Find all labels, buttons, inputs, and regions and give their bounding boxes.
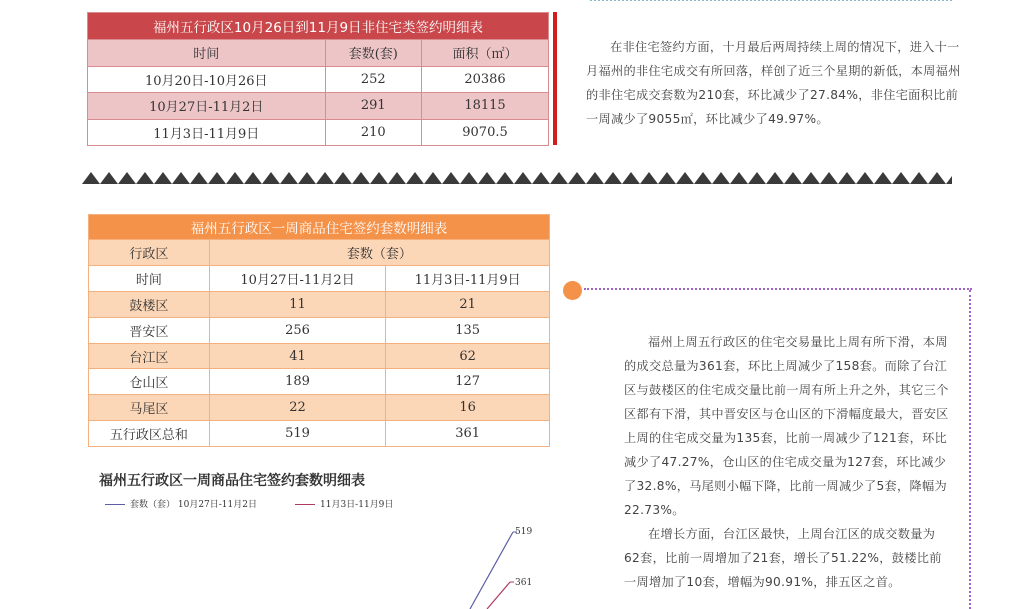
table-row [88, 66, 549, 93]
residential-paragraph-2: 在增长方面，台江区最快，上周台江区的成交数量为62套，比前一周增加了21套，增长了51.22%，鼓楼比前一周增加了10套，增幅为90.91%，排五区之首。 [624, 527, 942, 589]
triangle-mark [820, 172, 838, 184]
triangle-mark [226, 172, 244, 184]
triangle-mark [388, 172, 406, 184]
table-row [89, 343, 550, 369]
table2-title: 福州五行政区一周商品住宅签约套数明细表 [89, 215, 550, 240]
table-cell: 135 [386, 317, 550, 343]
residential-signing-table [88, 214, 550, 447]
table-cell: 189 [209, 369, 385, 395]
table2-header-period-1: 10月27日-11月2日 [209, 265, 385, 291]
triangle-mark [640, 172, 658, 184]
triangle-mark [334, 172, 352, 184]
table1-header-area: 面积（㎡） [422, 40, 549, 67]
table-cell: 519 [209, 421, 385, 447]
triangle-mark [730, 172, 748, 184]
triangle-mark [172, 172, 190, 184]
triangle-divider [82, 172, 952, 185]
table2-header-time: 时间 [89, 265, 210, 291]
triangle-mark [514, 172, 532, 184]
table-cell: 10月27日-11月2日 [88, 93, 326, 120]
legend-label: 11月3日-11月9日 [320, 500, 394, 510]
table1-header-time: 时间 [88, 40, 326, 67]
table2-header-period-2: 11月3日-11月9日 [386, 265, 550, 291]
legend-label: 套数（套） 10月27日-11月2日 [130, 500, 257, 510]
triangle-mark [856, 172, 874, 184]
triangle-mark [118, 172, 136, 184]
table-cell: 马尾区 [89, 395, 210, 421]
triangle-mark [676, 172, 694, 184]
red-accent-bar [553, 12, 557, 145]
triangle-mark [298, 172, 316, 184]
residential-paragraph-1: 福州上周五行政区的住宅交易量比上周有所下滑，本周的成交总量为361套，环比上周减少了158套。而除了台江区与鼓楼区的住宅成交量比前一周有所上升之外，其它三个区都有下滑，其中晋安区与仓山区的下滑幅度最大，晋安区上周的住宅成交量为135套，比前一周减少了121套，环比减少了47.27%，仓山区的住宅成交量为127套，环比减少了32.8%，马尾则小幅下降，比前一周减少了5套，降幅为22.73%。 [624, 335, 949, 517]
table1-title: 福州五行政区10月26日到11月9日非住宅类签约明细表 [88, 13, 549, 40]
triangle-mark [604, 172, 622, 184]
triangle-mark [802, 172, 820, 184]
table-cell: 252 [325, 66, 421, 93]
triangle-mark [586, 172, 604, 184]
table-row [89, 291, 550, 317]
series-line-1 [470, 532, 513, 609]
table-cell: 20386 [422, 66, 549, 93]
table-cell: 41 [209, 343, 385, 369]
triangle-mark [460, 172, 478, 184]
triangle-mark [550, 172, 568, 184]
table-cell: 256 [209, 317, 385, 343]
triangle-mark [532, 172, 550, 184]
top-dotted-divider [590, 0, 952, 2]
triangle-mark [316, 172, 334, 184]
table-cell: 21 [386, 291, 550, 317]
triangle-mark [568, 172, 586, 184]
triangle-mark [100, 172, 118, 184]
table-cell: 11月3日-11月9日 [88, 119, 326, 146]
series-line-2 [487, 582, 510, 609]
triangle-mark [208, 172, 226, 184]
orange-bullet [563, 281, 582, 300]
table-cell: 210 [325, 119, 421, 146]
triangle-mark [478, 172, 496, 184]
chart-title: 福州五行政区一周商品住宅签约套数明细表 [99, 473, 365, 489]
triangle-mark [928, 172, 946, 184]
triangle-mark [370, 172, 388, 184]
triangle-mark [622, 172, 640, 184]
table-row [89, 317, 550, 343]
data-label: 361 [515, 578, 533, 588]
table-cell: 仓山区 [89, 369, 210, 395]
table-cell: 16 [386, 395, 550, 421]
triangle-mark [874, 172, 892, 184]
table-cell: 291 [325, 93, 421, 120]
triangle-mark [748, 172, 766, 184]
triangle-mark [910, 172, 928, 184]
table-cell: 晋安区 [89, 317, 210, 343]
triangle-mark [784, 172, 802, 184]
table-cell: 18115 [422, 93, 549, 120]
non-residential-paragraph: 在非住宅签约方面，十月最后两周持续上周的情况下，进入十一月福州的非住宅成交有所回落，样创了近三个星期的新低，本周福州的非住宅成交套数为210套，环比减少了27.84%，非住宅面积比前一周减少了9055㎡，环比减少了49.97%。 [586, 40, 961, 126]
table-cell: 五行政区总和 [89, 421, 210, 447]
data-label: 519 [515, 527, 533, 537]
table2-header-region: 行政区 [89, 240, 210, 266]
table-cell: 10月20日-10月26日 [88, 66, 326, 93]
triangle-mark [838, 172, 856, 184]
triangle-mark [190, 172, 208, 184]
legend-item-series-1 [105, 497, 257, 510]
legend-item-series-2 [295, 497, 393, 510]
table-row [88, 93, 549, 120]
triangle-mark [442, 172, 460, 184]
table-cell: 62 [386, 343, 550, 369]
legend-swatch [295, 504, 315, 505]
triangle-mark [406, 172, 424, 184]
table-cell: 11 [209, 291, 385, 317]
table-cell: 9070.5 [422, 119, 549, 146]
table-cell: 台江区 [89, 343, 210, 369]
triangle-mark [712, 172, 730, 184]
table1-header-units: 套数(套) [325, 40, 421, 67]
purple-dotted-line-vertical [969, 290, 971, 609]
table-cell: 361 [386, 421, 550, 447]
triangle-mark [136, 172, 154, 184]
table-cell: 127 [386, 369, 550, 395]
triangle-mark [244, 172, 262, 184]
table-row [89, 369, 550, 395]
legend-swatch [105, 504, 125, 505]
purple-dotted-line-horizontal [584, 288, 972, 290]
table-row [89, 421, 550, 447]
triangle-mark [496, 172, 514, 184]
triangle-mark [424, 172, 442, 184]
table-cell: 22 [209, 395, 385, 421]
table2-header-units: 套数（套） [209, 240, 549, 266]
table-cell: 鼓楼区 [89, 291, 210, 317]
triangle-mark [280, 172, 298, 184]
non-residential-signing-table [87, 12, 549, 146]
triangle-mark [352, 172, 370, 184]
triangle-mark [766, 172, 784, 184]
triangle-mark [658, 172, 676, 184]
triangle-mark [694, 172, 712, 184]
triangle-mark [892, 172, 910, 184]
triangle-mark [154, 172, 172, 184]
triangle-mark [82, 172, 100, 184]
triangle-mark [946, 172, 952, 184]
residential-analysis [624, 330, 950, 594]
triangle-mark [262, 172, 280, 184]
table-row [88, 119, 549, 146]
table-row [89, 395, 550, 421]
chart-plot [90, 515, 550, 609]
